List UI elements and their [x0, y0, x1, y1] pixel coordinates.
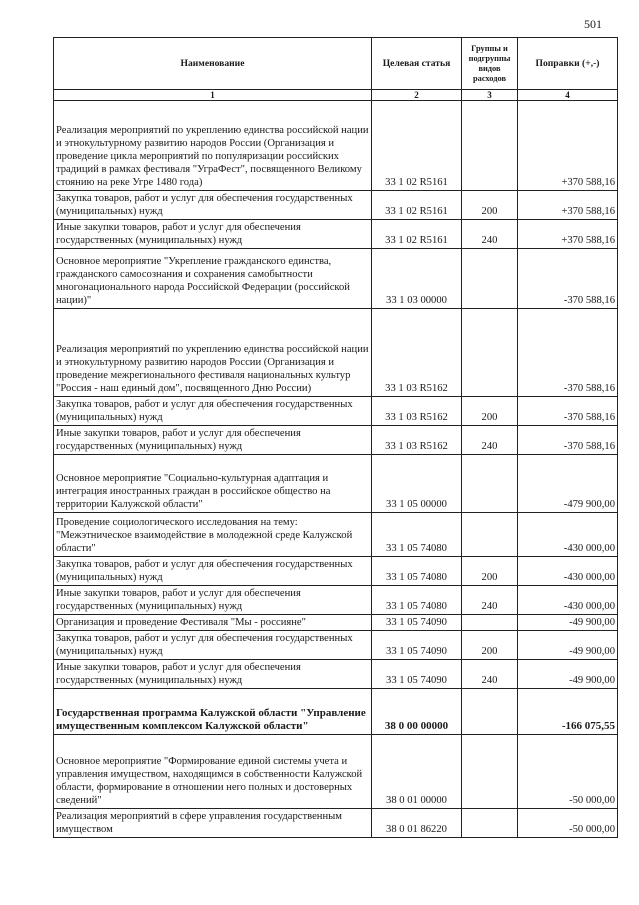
row-amount: -479 900,00	[518, 455, 618, 513]
row-name: Закупка товаров, работ и услуг для обеспечения государственных (муниципальных) нужд	[54, 191, 372, 220]
row-amount: -49 900,00	[518, 615, 618, 631]
row-name: Закупка товаров, работ и услуг для обеспечения государственных (муниципальных) нужд	[54, 397, 372, 426]
row-code: 33 1 03 R5162	[372, 397, 462, 426]
row-amount: -50 000,00	[518, 809, 618, 838]
column-index: 1	[54, 90, 372, 101]
row-code: 33 1 05 74090	[372, 615, 462, 631]
row-name: Иные закупки товаров, работ и услуг для обеспечения государственных (муниципальных) нужд	[54, 586, 372, 615]
table-row	[54, 615, 618, 631]
row-amount: -370 588,16	[518, 426, 618, 455]
row-group	[462, 101, 518, 191]
row-code: 33 1 05 74080	[372, 586, 462, 615]
row-code: 33 1 03 R5162	[372, 426, 462, 455]
row-code: 33 1 03 00000	[372, 249, 462, 309]
row-name: Основное мероприятие "Формирование единой системы учета и управления имуществом, находящимся в собственности Калужской области, формирование в отношении него полных и достоверных сведений"	[54, 735, 372, 809]
row-group	[462, 615, 518, 631]
row-name: Основное мероприятие "Укрепление гражданского единства, гражданского самосознания и сохранения самобытности многонационального народа Российской Федерации (российской нации)"	[54, 249, 372, 309]
row-name: Проведение социологического исследования на тему: "Межэтническое взаимодействие в молодежной среде Калужской области"	[54, 513, 372, 557]
table-row	[54, 513, 618, 557]
header-name: Наименование	[54, 38, 372, 90]
column-index: 2	[372, 90, 462, 101]
row-group	[462, 809, 518, 838]
table-row	[54, 557, 618, 586]
row-code: 33 1 02 R5161	[372, 101, 462, 191]
page-number: 501	[584, 17, 602, 31]
table-row	[54, 426, 618, 455]
row-group: 200	[462, 191, 518, 220]
row-name: Иные закупки товаров, работ и услуг для обеспечения государственных (муниципальных) нужд	[54, 426, 372, 455]
row-group	[462, 513, 518, 557]
row-group	[462, 309, 518, 397]
header-target-article: Целевая статья	[372, 38, 462, 90]
row-code: 33 1 05 74090	[372, 660, 462, 689]
row-amount: +370 588,16	[518, 220, 618, 249]
table-row	[54, 631, 618, 660]
row-amount: -370 588,16	[518, 249, 618, 309]
row-code: 33 1 03 R5162	[372, 309, 462, 397]
row-group: 200	[462, 557, 518, 586]
column-index: 3	[462, 90, 518, 101]
budget-amendments-table	[53, 37, 618, 838]
table-row	[54, 220, 618, 249]
row-code: 38 0 01 00000	[372, 735, 462, 809]
row-group: 200	[462, 631, 518, 660]
row-code: 33 1 02 R5161	[372, 220, 462, 249]
row-amount: -430 000,00	[518, 513, 618, 557]
row-code: 33 1 05 00000	[372, 455, 462, 513]
table-row	[54, 191, 618, 220]
column-index-row	[54, 90, 618, 101]
row-amount: -430 000,00	[518, 557, 618, 586]
row-amount: -370 588,16	[518, 309, 618, 397]
row-code: 33 1 05 74090	[372, 631, 462, 660]
row-group: 240	[462, 660, 518, 689]
row-group	[462, 455, 518, 513]
table-row	[54, 660, 618, 689]
row-amount: +370 588,16	[518, 101, 618, 191]
table-row	[54, 586, 618, 615]
table-row	[54, 689, 618, 735]
row-name: Организация и проведение Фестиваля "Мы - россияне"	[54, 615, 372, 631]
row-group: 240	[462, 586, 518, 615]
row-name: Закупка товаров, работ и услуг для обеспечения государственных (муниципальных) нужд	[54, 631, 372, 660]
row-group: 200	[462, 397, 518, 426]
row-amount: -50 000,00	[518, 735, 618, 809]
row-group: 240	[462, 220, 518, 249]
column-index: 4	[518, 90, 618, 101]
row-amount: -49 900,00	[518, 660, 618, 689]
row-code: 33 1 05 74080	[372, 513, 462, 557]
row-name: Реализация мероприятий по укреплению единства российской нации и этнокультурному развитию народов России (Организация и проведение цикла мероприятий по популяризации российских традиций в рамках фестиваля "УграФест", посвященного Великому стоянию на реке Угре 1480 года)	[54, 101, 372, 191]
row-name: Закупка товаров, работ и услуг для обеспечения государственных (муниципальных) нужд	[54, 557, 372, 586]
table-row	[54, 101, 618, 191]
row-amount: -430 000,00	[518, 586, 618, 615]
table-row	[54, 397, 618, 426]
row-group	[462, 735, 518, 809]
table-row	[54, 249, 618, 309]
row-amount: -166 075,55	[518, 689, 618, 735]
row-code: 33 1 02 R5161	[372, 191, 462, 220]
row-group: 240	[462, 426, 518, 455]
row-code: 38 0 00 00000	[372, 689, 462, 735]
row-code: 38 0 01 86220	[372, 809, 462, 838]
table-row	[54, 809, 618, 838]
header-expense-groups: Группы и подгруппы видов расходов	[462, 38, 518, 90]
header-row	[54, 38, 618, 90]
row-name: Основное мероприятие "Социально-культурная адаптация и интеграция иностранных граждан в российское общество на территории Калужской области"	[54, 455, 372, 513]
table-row	[54, 455, 618, 513]
row-name: Реализация мероприятий по укреплению единства российской нации и этнокультурному развитию народов России (Организация и проведение межрегионального фестиваля национальных культур "Россия - наш единый дом", посвященного Дню России)	[54, 309, 372, 397]
row-group	[462, 689, 518, 735]
row-name: Реализация мероприятий в сфере управления государственным имуществом	[54, 809, 372, 838]
row-name: Государственная программа Калужской области "Управление имущественным комплексом Калужской области"	[54, 689, 372, 735]
table-row	[54, 309, 618, 397]
row-amount: +370 588,16	[518, 191, 618, 220]
row-amount: -49 900,00	[518, 631, 618, 660]
row-amount: -370 588,16	[518, 397, 618, 426]
row-name: Иные закупки товаров, работ и услуг для обеспечения государственных (муниципальных) нужд	[54, 660, 372, 689]
row-code: 33 1 05 74080	[372, 557, 462, 586]
header-amendments: Поправки (+,-)	[518, 38, 618, 90]
table-row	[54, 735, 618, 809]
row-group	[462, 249, 518, 309]
row-name: Иные закупки товаров, работ и услуг для обеспечения государственных (муниципальных) нужд	[54, 220, 372, 249]
